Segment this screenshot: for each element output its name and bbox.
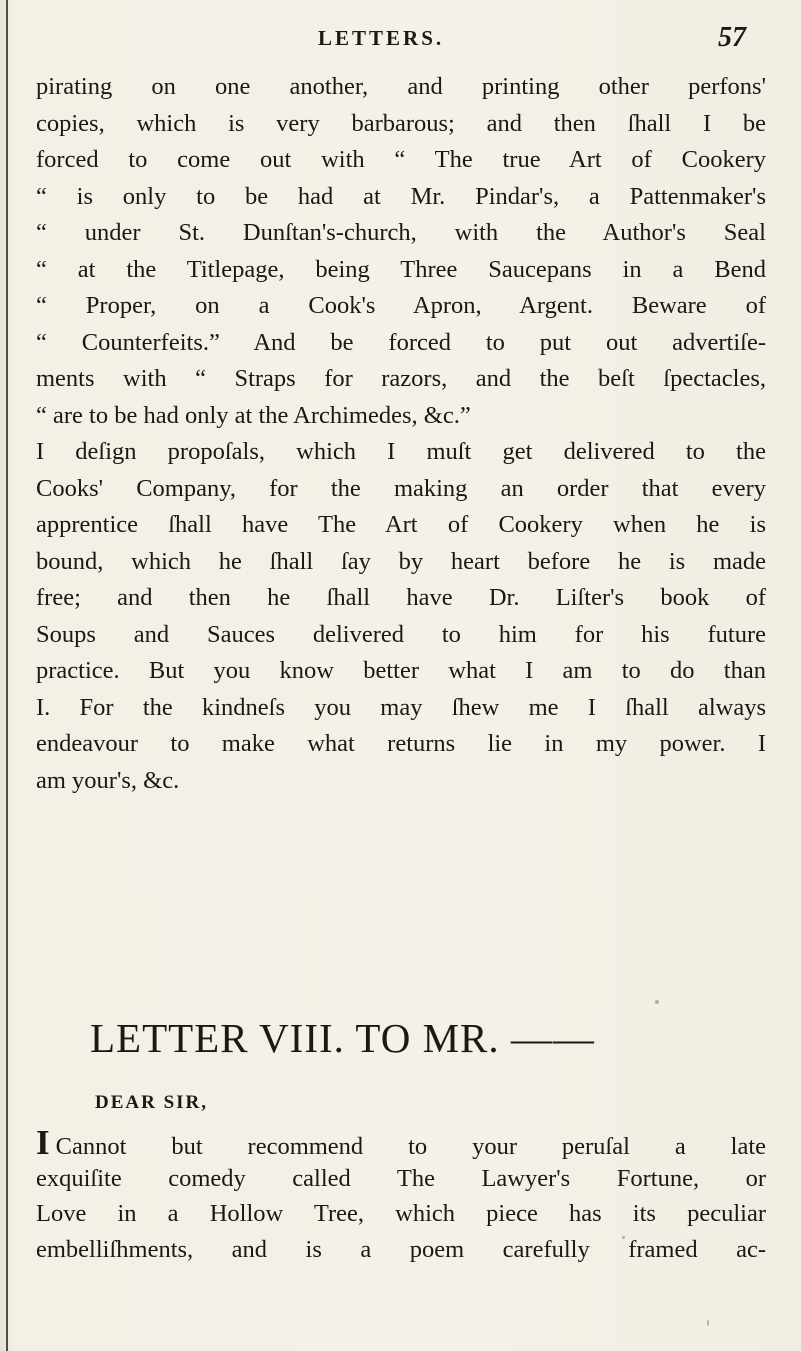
text-line: “ under St. Dunſtan's-church, with the Author's Seal (36, 219, 766, 246)
text-line: am your's, &c. (36, 766, 180, 794)
text-line: “ are to be had only at the Archimedes, &c.” (36, 401, 471, 429)
letter-first-line-text: Cannot but recommend to your peruſal a late (55, 1133, 766, 1160)
drop-cap: I (36, 1123, 50, 1162)
text-line: ments with “ Straps for razors, and the beſt ſpectacles, (36, 365, 766, 392)
text-line: free; and then he ſhall have Dr. Liſter's book of (36, 584, 766, 611)
text-line: Love in a Hollow Tree, which piece has its peculiar (36, 1200, 766, 1227)
text-line: pirating on one another, and printing other perfons' (36, 73, 766, 100)
text-line: bound, which he ſhall ſay by heart before he is made (36, 547, 766, 575)
text-line: practice. But you know better what I am to do than (36, 657, 766, 684)
letter-heading: LETTER VIII. TO MR. —— (90, 1015, 595, 1061)
text-line: “ is only to be had at Mr. Pindar's, a Pattenmaker's (36, 182, 766, 210)
letter-text-block (36, 1125, 766, 1267)
letter-first-line (36, 1125, 766, 1161)
text-line: copies, which is very barbarous; and then ſhall I be (36, 109, 766, 137)
salutation: DEAR SIR, (95, 1092, 209, 1113)
page-number: 57 (718, 22, 746, 53)
page-binding-edge (6, 0, 8, 1351)
main-text-block (36, 69, 766, 799)
text-line: “ Counterfeits.” And be forced to put out advertiſe- (36, 328, 766, 356)
running-head (0, 18, 801, 58)
foxing-spot (655, 1000, 659, 1004)
text-line: “ Proper, on a Cook's Apron, Argent. Beware of (36, 292, 766, 319)
foxing-spot (707, 1320, 709, 1326)
text-line: forced to come out with “ The true Art of Cookery (36, 146, 766, 173)
text-line: endeavour to make what returns lie in my power. I (36, 730, 766, 757)
text-line: Cooks' Company, for the making an order that every (36, 474, 766, 502)
running-title: LETTERS. (318, 26, 445, 50)
text-line: “ at the Titlepage, being Three Saucepans in a Bend (36, 255, 766, 283)
text-line: I deſign propoſals, which I muſt get delivered to the (36, 438, 766, 465)
text-line: I. For the kindneſs you may ſhew me I ſhall always (36, 693, 766, 721)
text-line: Soups and Sauces delivered to him for his future (36, 620, 766, 648)
foxing-spot (548, 88, 551, 91)
text-line: apprentice ſhall have The Art of Cookery when he is (36, 511, 766, 538)
text-line: embelliſhments, and is a poem carefully framed ac- (36, 1235, 766, 1263)
foxing-spot (622, 1236, 625, 1239)
text-line: exquiſite comedy called The Lawyer's Fortune, or (36, 1164, 766, 1192)
